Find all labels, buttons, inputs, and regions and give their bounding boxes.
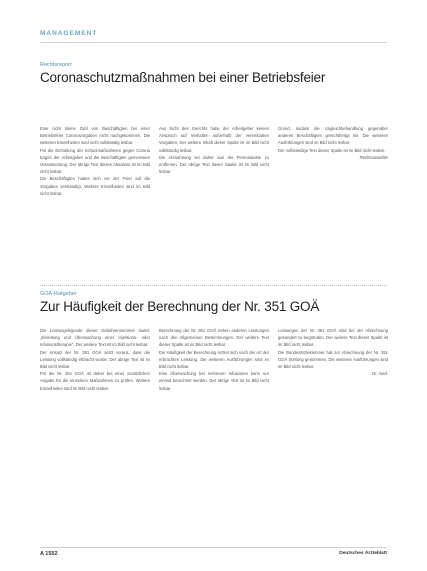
article1-signature: Rechtsanwältin xyxy=(359,154,388,160)
paragraph: Die Bundesärztekammer hat zur Abrechnung der Nr. 351 GOÄ Stellung genommen. Die weiteren Ausführungen sind im Bild nicht lesbar. xyxy=(278,349,388,370)
paragraph: Grund, sodass die Ungleichbehandlung gegenüber anderen Beschäftigten gerechtfertigt sei. Die weiteren Ausführungen sind im Bild nicht lesbar. xyxy=(278,126,388,146)
paragraph: Die Häufigkeit der Berechnung richtet sich nach der Art der erbrachten Leistung. Die weiteren Ausführungen sind im Bild nicht lesbar. xyxy=(159,349,269,370)
paragraph: Eine nicht kleine Zahl von Beschäftigten bei einer Betriebsfeier Coronavorgaben nicht nachgekommen. Die weiteren Einzelheiten sind nicht vollständig lesbar. xyxy=(40,126,150,146)
top-divider xyxy=(40,42,387,43)
paragraph: Berechnung der Nr. 351 GOÄ neben anderen Leistungen nach den Allgemeinen Bestimmungen. Der weitere Text dieser Spalte ist im Bild nicht lesbar. xyxy=(159,328,269,348)
article2-signature: Dr. med. xyxy=(372,371,388,377)
paragraph: Der Ansatz der Nr. 351 GOÄ setzt voraus, dass die Leistung vollständig erbracht wurde. Der übrige Text ist im Bild nicht lesbar. xyxy=(40,349,150,370)
paragraph: Eine Überwachung bei mehreren Infusionen kann nur einmal berechnet werden. Der übrige Text ist im Bild nicht lesbar. xyxy=(159,371,269,391)
paragraph: Für die Nr. 351 GOÄ ist daher bei einer zusätzlichen Angabe für die einzelnen Maßnahmen zu prüfen. Weitere Einzelheiten sind im Bild nicht lesbar. xyxy=(40,371,150,391)
journal-name: Deutsches Ärzteblatt xyxy=(339,551,387,556)
article1-kicker: Rechtsreport xyxy=(40,62,72,68)
paragraph: Die Leistungslegende dieser Gebührennummer lautet: „Einleitung und Überwachung einer Injektions- oder Infusionstherapie“. Der weitere Text ist im Bild nicht lesbar. xyxy=(40,328,150,348)
article1-column-2 xyxy=(159,125,269,275)
page-number: A 1552 xyxy=(40,551,58,557)
paragraph: Die Beschäftigten hatten sich vor der Feier auf die Vorgaben verständigt. Weitere Einzelheiten sind im Bild nicht lesbar. xyxy=(40,176,150,196)
paragraph: Für die Einhaltung der Schutzmaßnahmen gegen Corona tragen der Arbeitgeber und die Beschäftigten gemeinsam Verantwortung. Der übrige Text dieses Absatzes ist im Bild nicht lesbar. xyxy=(40,147,150,175)
section-divider xyxy=(40,285,387,286)
paragraph: Die Abmahnung sei daher aus der Personalakte zu entfernen. Der übrige Text dieser Spalte ist im Bild nicht lesbar. xyxy=(159,154,269,175)
footer-divider xyxy=(40,547,387,548)
article1-column-1 xyxy=(40,125,150,275)
article2-column-3 xyxy=(278,327,388,539)
journal-citation xyxy=(339,551,387,556)
article1-column-3 xyxy=(278,125,388,275)
paragraph: Aus Sicht des Gerichts habe der Arbeitgeber keinen Anspruch auf Verhalten außerhalb der vereinbarten Vorgaben. Der weitere Inhalt dieser Spalte ist im Bild nicht vollständig lesbar. xyxy=(159,126,269,153)
paragraph: Leistungen der Nr. 351 GOÄ sind bei der Abrechnung gesondert zu begründen. Der weitere Text dieser Spalte ist im Bild nicht lesbar. xyxy=(278,328,388,348)
article2-headline: Zur Häufigkeit der Berechnung der Nr. 351 GOÄ xyxy=(40,299,320,314)
article1-headline: Coronaschutzmaßnahmen bei einer Betriebsfeier xyxy=(40,70,326,85)
article2-kicker: GOÄ-Ratgeber xyxy=(40,291,77,297)
article2-column-1 xyxy=(40,327,150,539)
section-label: MANAGEMENT xyxy=(40,30,98,37)
paragraph: Der vollständige Text dieser Spalte ist im Bild nicht lesbar. xyxy=(278,147,385,153)
article2-column-2 xyxy=(159,327,269,539)
